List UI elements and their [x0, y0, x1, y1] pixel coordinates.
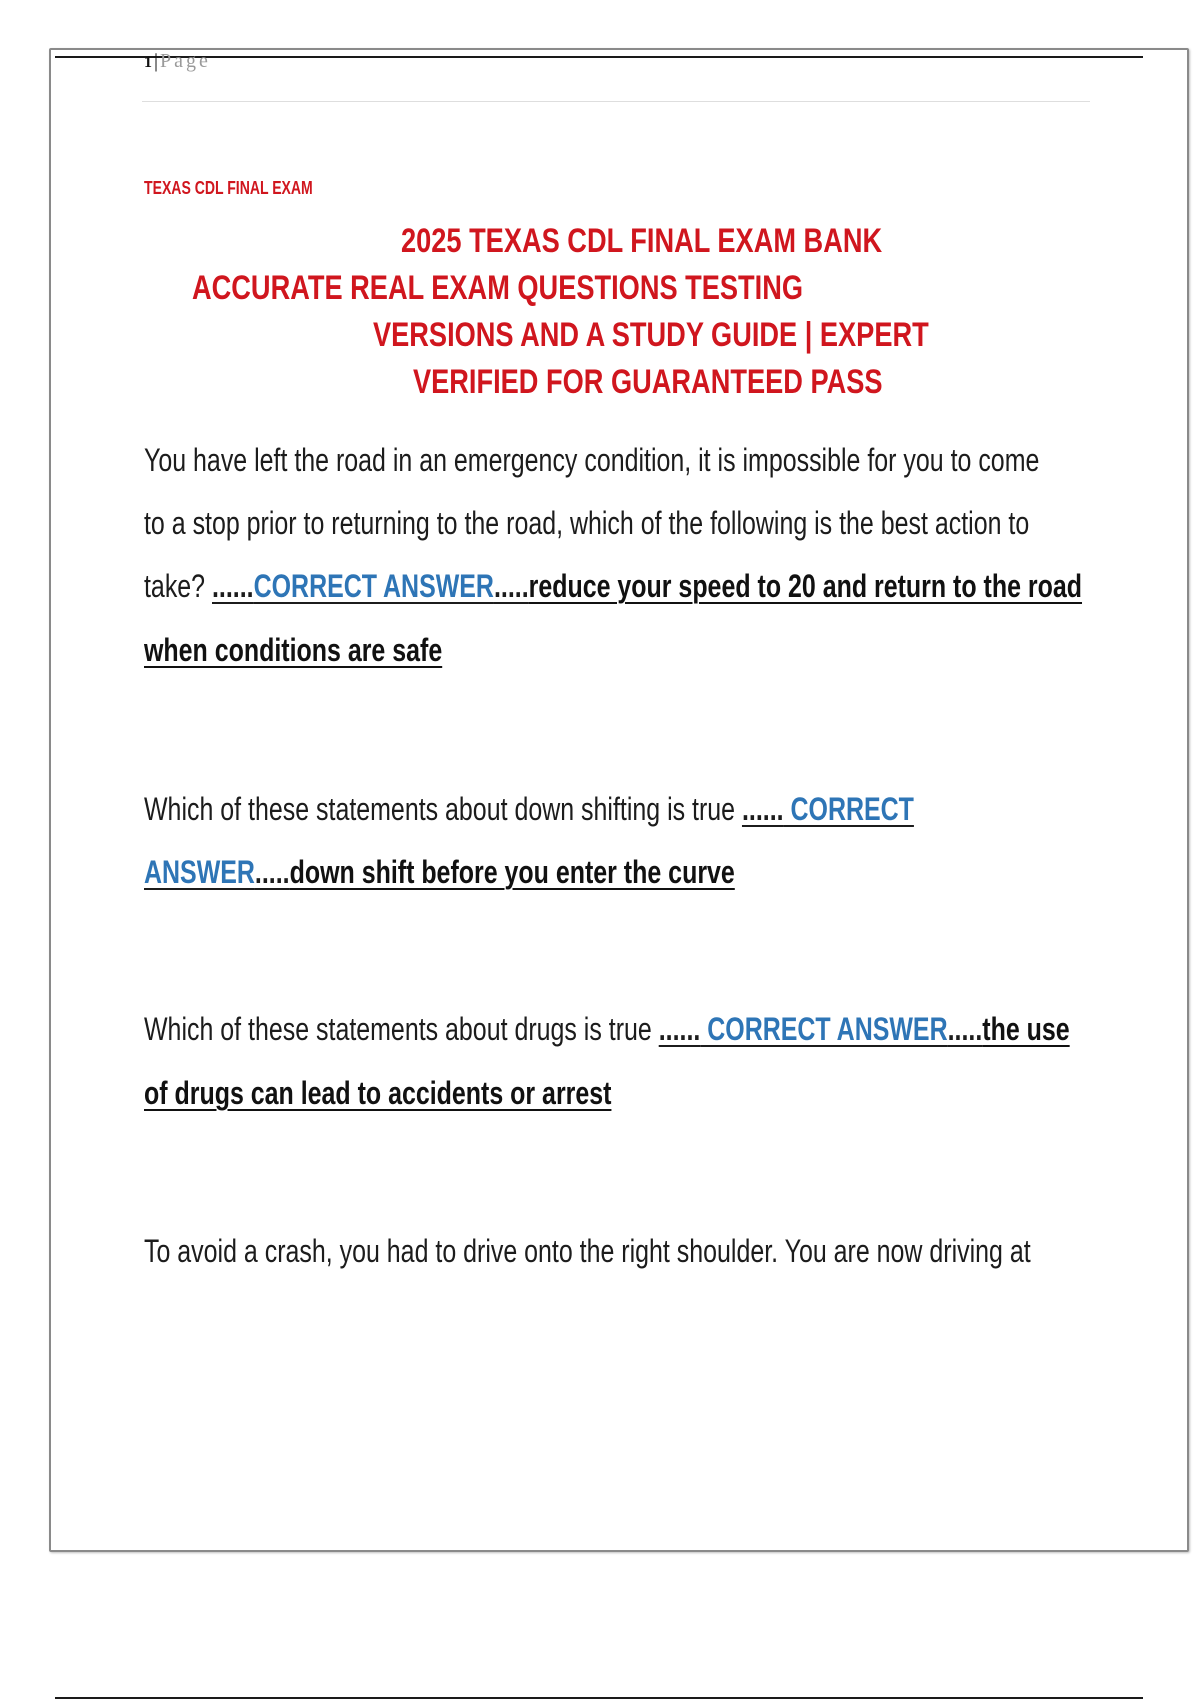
page-separator: | [154, 50, 159, 72]
question-2-line-2 [144, 856, 735, 888]
question-3-line-1 [144, 1013, 1070, 1045]
correct-answer-label: ANSWER [144, 854, 255, 890]
correct-answer-label: CORRECT ANSWER [253, 568, 494, 604]
question-1-line-3 [144, 570, 1082, 602]
question-1-line-4 [144, 634, 442, 666]
dots: ...... [658, 1011, 701, 1047]
question-4-line-1: To avoid a crash, you had to drive onto the right shoulder. You are now driving at [144, 1233, 1031, 1269]
question-1-text-end: take? [144, 568, 212, 604]
bottom-divider [55, 1697, 1143, 1699]
page-number-label [144, 50, 211, 73]
dots: ...... [211, 568, 254, 604]
question-1-line-1: You have left the road in an emergency condition, it is impossible for you to come [144, 442, 1040, 478]
header-separator [142, 101, 1090, 102]
answer-text: when conditions are safe [144, 632, 443, 668]
question-3-text: Which of these statements about drugs is true [144, 1011, 659, 1047]
question-2-text: Which of these statements about down shifting is true [144, 791, 742, 827]
dots: ..... [254, 854, 290, 890]
question-1-line-2: to a stop prior to returning to the road, which of the following is the best action to [144, 505, 1030, 541]
document-title-line-1: 2025 TEXAS CDL FINAL EXAM BANK [401, 222, 883, 260]
correct-answer-label: CORRECT [783, 791, 914, 827]
answer-text: the use [982, 1011, 1070, 1047]
document-title-line-3: VERSIONS AND A STUDY GUIDE | EXPERT [373, 316, 929, 354]
correct-answer-label: CORRECT ANSWER [700, 1011, 948, 1047]
document-title-line-4: VERIFIED FOR GUARANTEED PASS [413, 363, 883, 401]
question-2-line-1 [144, 793, 914, 825]
dots: ..... [947, 1011, 983, 1047]
answer-text: reduce your speed to 20 and return to the road [528, 568, 1083, 604]
dots: ..... [493, 568, 529, 604]
page-number: 1 [144, 54, 152, 71]
answer-text: of drugs can lead to accidents or arrest [144, 1075, 612, 1111]
page-word: Page [160, 50, 211, 72]
header-title: TEXAS CDL FINAL EXAM [144, 178, 313, 198]
answer-text: down shift before you enter the curve [289, 854, 735, 890]
dots: ...... [741, 791, 784, 827]
document-title-line-2: ACCURATE REAL EXAM QUESTIONS TESTING [192, 269, 804, 307]
top-divider [55, 56, 1143, 58]
question-3-line-2 [144, 1077, 611, 1109]
